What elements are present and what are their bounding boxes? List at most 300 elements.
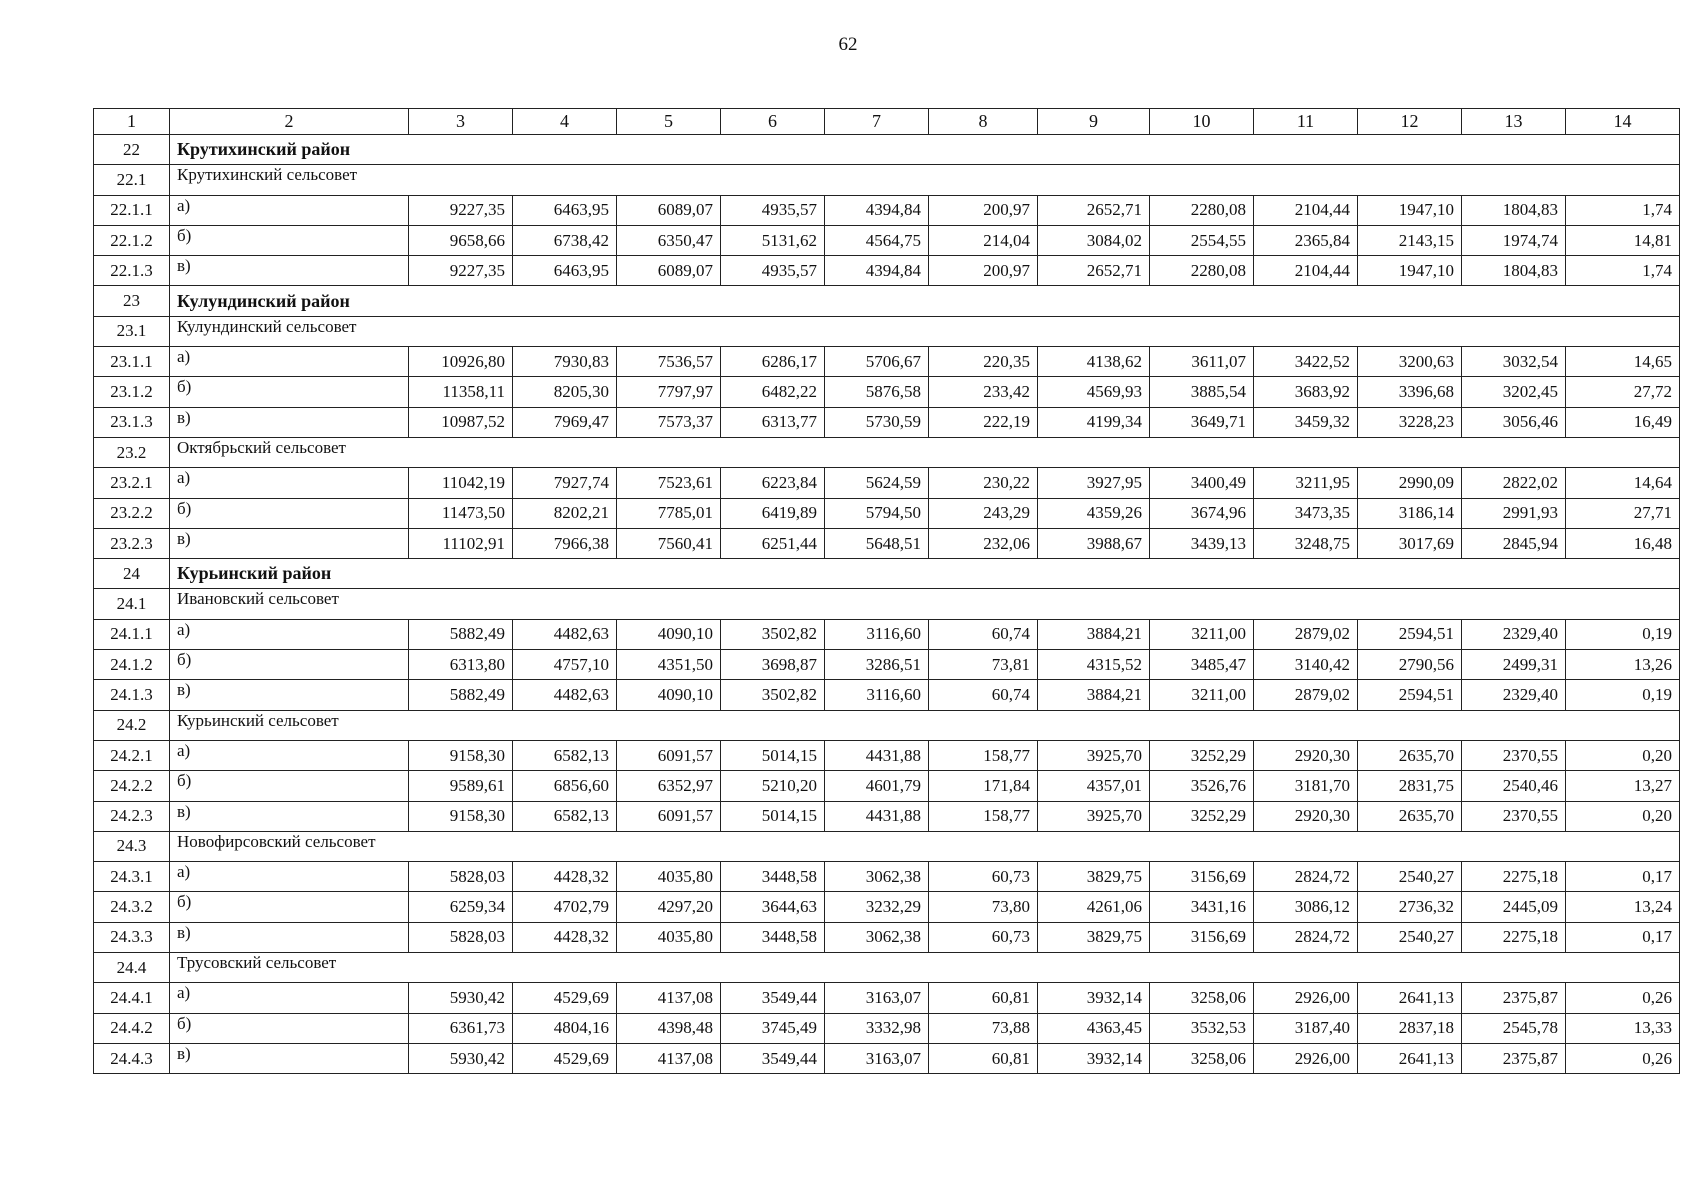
table-cell: 14,81 — [1566, 225, 1680, 255]
table-cell: 4431,88 — [825, 801, 929, 831]
table-cell: 2370,55 — [1462, 801, 1566, 831]
table-cell: 4529,69 — [513, 1043, 617, 1073]
row-label: а) — [170, 347, 409, 377]
table-row — [94, 528, 1680, 558]
table-cell: 2736,32 — [1358, 892, 1462, 922]
table-row — [94, 650, 1680, 680]
table-cell: 3674,96 — [1150, 498, 1254, 528]
table-cell: 3252,29 — [1150, 801, 1254, 831]
row-label: а) — [170, 195, 409, 225]
table-row — [94, 225, 1680, 255]
table-cell: 5131,62 — [721, 225, 825, 255]
table-cell: 9227,35 — [409, 195, 513, 225]
council-name: Ивановский сельсовет — [170, 589, 1680, 619]
table-cell: 3056,46 — [1462, 407, 1566, 437]
table-cell: 3116,60 — [825, 680, 929, 710]
table-cell: 4482,63 — [513, 619, 617, 649]
row-code: 22.1.3 — [94, 256, 170, 286]
row-code: 23.1 — [94, 316, 170, 346]
table-cell: 2926,00 — [1254, 1043, 1358, 1073]
table-cell: 2831,75 — [1358, 771, 1462, 801]
district-name: Кулундинский район — [170, 286, 1680, 316]
table-cell: 5882,49 — [409, 680, 513, 710]
row-code: 24.3 — [94, 831, 170, 861]
table-row — [94, 256, 1680, 286]
table-cell: 3286,51 — [825, 650, 929, 680]
table-cell: 4757,10 — [513, 650, 617, 680]
table-cell: 2280,08 — [1150, 195, 1254, 225]
table-cell: 3745,49 — [721, 1013, 825, 1043]
table-cell: 60,73 — [929, 862, 1038, 892]
table-cell: 5648,51 — [825, 528, 929, 558]
column-header: 7 — [825, 109, 929, 135]
row-code: 24.1.3 — [94, 680, 170, 710]
table-cell: 2540,27 — [1358, 862, 1462, 892]
row-code: 24 — [94, 559, 170, 589]
table-row — [94, 498, 1680, 528]
table-cell: 3156,69 — [1150, 922, 1254, 952]
table-cell: 4315,52 — [1038, 650, 1150, 680]
table-cell: 2845,94 — [1462, 528, 1566, 558]
table-cell: 5624,59 — [825, 468, 929, 498]
table-cell: 233,42 — [929, 377, 1038, 407]
table-cell: 171,84 — [929, 771, 1038, 801]
table-cell: 4137,08 — [617, 983, 721, 1013]
row-label: а) — [170, 862, 409, 892]
table-cell: 232,06 — [929, 528, 1038, 558]
tariff-table — [93, 108, 1680, 1074]
table-cell: 2652,71 — [1038, 256, 1150, 286]
table-cell: 3439,13 — [1150, 528, 1254, 558]
table-cell: 7930,83 — [513, 347, 617, 377]
table-cell: 4035,80 — [617, 922, 721, 952]
table-cell: 0,17 — [1566, 862, 1680, 892]
table-cell: 13,27 — [1566, 771, 1680, 801]
table-cell: 4261,06 — [1038, 892, 1150, 922]
table-cell: 4359,26 — [1038, 498, 1150, 528]
table-cell: 73,80 — [929, 892, 1038, 922]
table-row — [94, 1043, 1680, 1073]
column-header: 11 — [1254, 109, 1358, 135]
row-code: 24.2.3 — [94, 801, 170, 831]
table-cell: 2104,44 — [1254, 256, 1358, 286]
table-cell: 0,26 — [1566, 983, 1680, 1013]
table-cell: 27,72 — [1566, 377, 1680, 407]
table-cell: 13,33 — [1566, 1013, 1680, 1043]
table-cell: 3885,54 — [1150, 377, 1254, 407]
header-row — [94, 109, 1680, 135]
table-row — [94, 1013, 1680, 1043]
table-cell: 5828,03 — [409, 922, 513, 952]
row-label: б) — [170, 650, 409, 680]
table-cell: 4351,50 — [617, 650, 721, 680]
table-cell: 0,19 — [1566, 619, 1680, 649]
table-cell: 3532,53 — [1150, 1013, 1254, 1043]
table-cell: 3932,14 — [1038, 983, 1150, 1013]
table-cell: 3611,07 — [1150, 347, 1254, 377]
table-cell: 6313,77 — [721, 407, 825, 437]
council-name: Октябрьский сельсовет — [170, 437, 1680, 467]
row-code: 24.4 — [94, 953, 170, 983]
table-cell: 5730,59 — [825, 407, 929, 437]
table-cell: 2540,27 — [1358, 922, 1462, 952]
table-cell: 3549,44 — [721, 1043, 825, 1073]
table-cell: 2926,00 — [1254, 983, 1358, 1013]
table-cell: 60,81 — [929, 983, 1038, 1013]
table-cell: 2275,18 — [1462, 862, 1566, 892]
table-cell: 14,64 — [1566, 468, 1680, 498]
table-cell: 6089,07 — [617, 256, 721, 286]
table-cell: 2329,40 — [1462, 680, 1566, 710]
council-row — [94, 710, 1680, 740]
table-cell: 11042,19 — [409, 468, 513, 498]
table-row — [94, 468, 1680, 498]
table-cell: 2545,78 — [1462, 1013, 1566, 1043]
table-cell: 3884,21 — [1038, 619, 1150, 649]
table-cell: 60,74 — [929, 680, 1038, 710]
table-cell: 9227,35 — [409, 256, 513, 286]
row-code: 24.4.2 — [94, 1013, 170, 1043]
table-cell: 6091,57 — [617, 740, 721, 770]
table-cell: 3549,44 — [721, 983, 825, 1013]
table-cell: 6482,22 — [721, 377, 825, 407]
table-cell: 60,81 — [929, 1043, 1038, 1073]
row-code: 23.1.3 — [94, 407, 170, 437]
table-cell: 6352,97 — [617, 771, 721, 801]
table-cell: 4199,34 — [1038, 407, 1150, 437]
table-cell: 16,48 — [1566, 528, 1680, 558]
table-cell: 4138,62 — [1038, 347, 1150, 377]
table-cell: 4394,84 — [825, 195, 929, 225]
table-cell: 3181,70 — [1254, 771, 1358, 801]
table-cell: 4035,80 — [617, 862, 721, 892]
table-cell: 5210,20 — [721, 771, 825, 801]
table-cell: 2143,15 — [1358, 225, 1462, 255]
table-cell: 2445,09 — [1462, 892, 1566, 922]
council-name: Крутихинский сельсовет — [170, 165, 1680, 195]
table-cell: 3258,06 — [1150, 983, 1254, 1013]
table-cell: 4569,93 — [1038, 377, 1150, 407]
district-row — [94, 135, 1680, 165]
table-cell: 4363,45 — [1038, 1013, 1150, 1043]
table-cell: 3988,67 — [1038, 528, 1150, 558]
table-cell: 5706,67 — [825, 347, 929, 377]
table-cell: 8202,21 — [513, 498, 617, 528]
table-cell: 4804,16 — [513, 1013, 617, 1043]
row-code: 24.4.3 — [94, 1043, 170, 1073]
table-cell: 3211,00 — [1150, 619, 1254, 649]
table-cell: 4482,63 — [513, 680, 617, 710]
table-cell: 5930,42 — [409, 983, 513, 1013]
table-cell: 4601,79 — [825, 771, 929, 801]
table-cell: 10987,52 — [409, 407, 513, 437]
table-cell: 3927,95 — [1038, 468, 1150, 498]
table-cell: 1,74 — [1566, 256, 1680, 286]
table-cell: 73,88 — [929, 1013, 1038, 1043]
table-cell: 214,04 — [929, 225, 1038, 255]
table-cell: 2554,55 — [1150, 225, 1254, 255]
table-cell: 3186,14 — [1358, 498, 1462, 528]
table-cell: 3032,54 — [1462, 347, 1566, 377]
table-cell: 1,74 — [1566, 195, 1680, 225]
table-cell: 3232,29 — [825, 892, 929, 922]
table-cell: 200,97 — [929, 195, 1038, 225]
table-row — [94, 801, 1680, 831]
table-cell: 5014,15 — [721, 740, 825, 770]
column-header: 8 — [929, 109, 1038, 135]
row-code: 24.2.2 — [94, 771, 170, 801]
table-cell: 5876,58 — [825, 377, 929, 407]
table-cell: 3202,45 — [1462, 377, 1566, 407]
council-row — [94, 316, 1680, 346]
row-label: а) — [170, 740, 409, 770]
table-cell: 3116,60 — [825, 619, 929, 649]
table-cell: 158,77 — [929, 740, 1038, 770]
row-label: в) — [170, 407, 409, 437]
table-cell: 73,81 — [929, 650, 1038, 680]
column-header: 1 — [94, 109, 170, 135]
row-code: 24.1.2 — [94, 650, 170, 680]
table-cell: 11473,50 — [409, 498, 513, 528]
table-cell: 11102,91 — [409, 528, 513, 558]
table-cell: 3252,29 — [1150, 740, 1254, 770]
table-cell: 200,97 — [929, 256, 1038, 286]
table-cell: 2824,72 — [1254, 862, 1358, 892]
column-header: 12 — [1358, 109, 1462, 135]
row-code: 23 — [94, 286, 170, 316]
table-cell: 3649,71 — [1150, 407, 1254, 437]
table-cell: 6223,84 — [721, 468, 825, 498]
row-code: 24.4.1 — [94, 983, 170, 1013]
table-row — [94, 892, 1680, 922]
table-cell: 2540,46 — [1462, 771, 1566, 801]
row-label: а) — [170, 468, 409, 498]
table-cell: 4935,57 — [721, 256, 825, 286]
row-code: 24.2 — [94, 710, 170, 740]
table-cell: 9158,30 — [409, 740, 513, 770]
table-cell: 2280,08 — [1150, 256, 1254, 286]
table-row — [94, 740, 1680, 770]
row-code: 23.2.3 — [94, 528, 170, 558]
row-label: в) — [170, 801, 409, 831]
row-label: а) — [170, 619, 409, 649]
table-cell: 27,71 — [1566, 498, 1680, 528]
table-row — [94, 983, 1680, 1013]
table-cell: 2329,40 — [1462, 619, 1566, 649]
table-cell: 2920,30 — [1254, 801, 1358, 831]
table-cell: 3448,58 — [721, 862, 825, 892]
table-row — [94, 407, 1680, 437]
table-row — [94, 922, 1680, 952]
table-body — [94, 135, 1680, 1074]
table-cell: 3829,75 — [1038, 922, 1150, 952]
table-cell: 2275,18 — [1462, 922, 1566, 952]
table-cell: 7536,57 — [617, 347, 721, 377]
table-cell: 4394,84 — [825, 256, 929, 286]
row-code: 23.2 — [94, 437, 170, 467]
council-row — [94, 831, 1680, 861]
table-cell: 0,19 — [1566, 680, 1680, 710]
row-label: в) — [170, 528, 409, 558]
table-cell: 7927,74 — [513, 468, 617, 498]
table-cell: 3086,12 — [1254, 892, 1358, 922]
table-cell: 2375,87 — [1462, 983, 1566, 1013]
row-code: 23.1.2 — [94, 377, 170, 407]
table-cell: 2837,18 — [1358, 1013, 1462, 1043]
table-cell: 5882,49 — [409, 619, 513, 649]
column-header: 3 — [409, 109, 513, 135]
table-cell: 6313,80 — [409, 650, 513, 680]
council-row — [94, 437, 1680, 467]
table-cell: 3211,00 — [1150, 680, 1254, 710]
district-name: Крутихинский район — [170, 135, 1680, 165]
table-cell: 243,29 — [929, 498, 1038, 528]
table-cell: 3829,75 — [1038, 862, 1150, 892]
table-cell: 7966,38 — [513, 528, 617, 558]
table-cell: 3698,87 — [721, 650, 825, 680]
column-header: 9 — [1038, 109, 1150, 135]
table-cell: 0,20 — [1566, 801, 1680, 831]
row-code: 23.2.2 — [94, 498, 170, 528]
table-cell: 230,22 — [929, 468, 1038, 498]
table-cell: 0,17 — [1566, 922, 1680, 952]
table-cell: 1947,10 — [1358, 195, 1462, 225]
table-cell: 10926,80 — [409, 347, 513, 377]
council-row — [94, 165, 1680, 195]
row-label: б) — [170, 498, 409, 528]
column-header: 10 — [1150, 109, 1254, 135]
table-cell: 3258,06 — [1150, 1043, 1254, 1073]
table-cell: 11358,11 — [409, 377, 513, 407]
table-cell: 7797,97 — [617, 377, 721, 407]
council-row — [94, 953, 1680, 983]
table-cell: 4428,32 — [513, 922, 617, 952]
table-cell: 2822,02 — [1462, 468, 1566, 498]
table-cell: 158,77 — [929, 801, 1038, 831]
table-cell: 3156,69 — [1150, 862, 1254, 892]
table-cell: 3163,07 — [825, 1043, 929, 1073]
table-cell: 3396,68 — [1358, 377, 1462, 407]
table-cell: 4357,01 — [1038, 771, 1150, 801]
table-cell: 2879,02 — [1254, 680, 1358, 710]
table-cell: 7560,41 — [617, 528, 721, 558]
row-code: 24.3.2 — [94, 892, 170, 922]
column-header: 6 — [721, 109, 825, 135]
council-row — [94, 589, 1680, 619]
row-label: б) — [170, 377, 409, 407]
table-cell: 3502,82 — [721, 619, 825, 649]
table-cell: 2499,31 — [1462, 650, 1566, 680]
table-cell: 8205,30 — [513, 377, 617, 407]
table-cell: 2635,70 — [1358, 740, 1462, 770]
table-cell: 5930,42 — [409, 1043, 513, 1073]
row-code: 24.1.1 — [94, 619, 170, 649]
table-cell: 6350,47 — [617, 225, 721, 255]
table-cell: 2375,87 — [1462, 1043, 1566, 1073]
table-cell: 3062,38 — [825, 862, 929, 892]
row-code: 22.1 — [94, 165, 170, 195]
table-cell: 6091,57 — [617, 801, 721, 831]
table-cell: 6582,13 — [513, 740, 617, 770]
council-name: Курьинский сельсовет — [170, 710, 1680, 740]
table-cell: 60,74 — [929, 619, 1038, 649]
table-cell: 4428,32 — [513, 862, 617, 892]
table-cell: 6089,07 — [617, 195, 721, 225]
table-cell: 4398,48 — [617, 1013, 721, 1043]
table-cell: 3332,98 — [825, 1013, 929, 1043]
row-code: 22.1.1 — [94, 195, 170, 225]
table-cell: 7969,47 — [513, 407, 617, 437]
row-label: б) — [170, 225, 409, 255]
table-cell: 3925,70 — [1038, 740, 1150, 770]
table-cell: 3017,69 — [1358, 528, 1462, 558]
table-row — [94, 377, 1680, 407]
table-cell: 2641,13 — [1358, 1043, 1462, 1073]
table-cell: 3473,35 — [1254, 498, 1358, 528]
table-cell: 5014,15 — [721, 801, 825, 831]
row-label: в) — [170, 256, 409, 286]
table-cell: 3422,52 — [1254, 347, 1358, 377]
table-cell: 2879,02 — [1254, 619, 1358, 649]
table-cell: 7785,01 — [617, 498, 721, 528]
column-header: 13 — [1462, 109, 1566, 135]
row-label: б) — [170, 892, 409, 922]
table-cell: 3502,82 — [721, 680, 825, 710]
table-cell: 2991,93 — [1462, 498, 1566, 528]
table-cell: 1804,83 — [1462, 256, 1566, 286]
table-cell: 6582,13 — [513, 801, 617, 831]
table-cell: 13,26 — [1566, 650, 1680, 680]
table-cell: 6738,42 — [513, 225, 617, 255]
district-row — [94, 286, 1680, 316]
table-cell: 1947,10 — [1358, 256, 1462, 286]
table-cell: 4137,08 — [617, 1043, 721, 1073]
table-cell: 2365,84 — [1254, 225, 1358, 255]
table-cell: 3644,63 — [721, 892, 825, 922]
council-name: Трусовский сельсовет — [170, 953, 1680, 983]
table-cell: 4702,79 — [513, 892, 617, 922]
table-row — [94, 195, 1680, 225]
column-header: 5 — [617, 109, 721, 135]
table-cell: 3884,21 — [1038, 680, 1150, 710]
table-cell: 3925,70 — [1038, 801, 1150, 831]
table-cell: 5794,50 — [825, 498, 929, 528]
table-row — [94, 862, 1680, 892]
table-cell: 6419,89 — [721, 498, 825, 528]
table-cell: 6856,60 — [513, 771, 617, 801]
table-row — [94, 771, 1680, 801]
row-code: 24.1 — [94, 589, 170, 619]
table-cell: 3062,38 — [825, 922, 929, 952]
table-cell: 5828,03 — [409, 862, 513, 892]
table-cell: 2635,70 — [1358, 801, 1462, 831]
row-label: в) — [170, 680, 409, 710]
table-cell: 3485,47 — [1150, 650, 1254, 680]
table-cell: 6463,95 — [513, 195, 617, 225]
column-header: 2 — [170, 109, 409, 135]
table-cell: 3163,07 — [825, 983, 929, 1013]
row-code: 22 — [94, 135, 170, 165]
table-cell: 2990,09 — [1358, 468, 1462, 498]
row-code: 24.3.3 — [94, 922, 170, 952]
council-name: Новофирсовский сельсовет — [170, 831, 1680, 861]
table-cell: 3187,40 — [1254, 1013, 1358, 1043]
table-cell: 2594,51 — [1358, 619, 1462, 649]
table-cell: 13,24 — [1566, 892, 1680, 922]
table-cell: 3448,58 — [721, 922, 825, 952]
table-cell: 3200,63 — [1358, 347, 1462, 377]
row-code: 22.1.2 — [94, 225, 170, 255]
